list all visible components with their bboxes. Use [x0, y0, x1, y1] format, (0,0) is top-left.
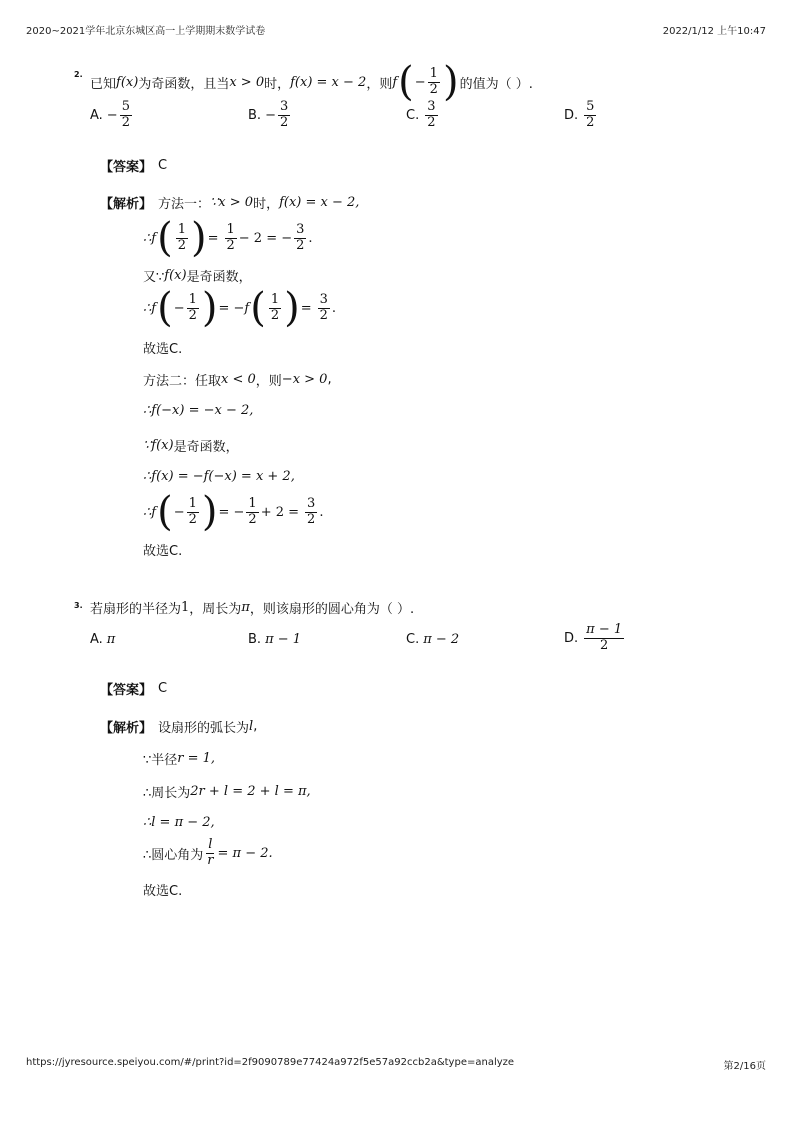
- doc-title: 2020~2021学年北京东城区高一上学期期末数学试卷: [26, 26, 266, 37]
- analysis-line-1: 【解析】 方法一： ∵x > 0 时， f(x) = x − 2,: [100, 195, 360, 212]
- analysis-line-3: 又∵ f(x) 是奇函数，: [143, 268, 252, 285]
- analysis-line-6: 故选C.: [143, 884, 183, 899]
- analysis-line-9: ∴f(x) = −f(−x) = x + 2,: [143, 469, 295, 484]
- option-d[interactable]: D. $\frac{5}{2}$: [564, 99, 595, 130]
- print-datetime: 2022/1/12 上午10:47: [662, 26, 766, 37]
- analysis-line-2: ∵半径 r = 1,: [143, 751, 216, 768]
- analysis-line-5: ∴圆心角为 $\frac{l}{r}$ = π − 2.: [143, 837, 273, 868]
- analysis-line-2: ∴f ( $\frac{1}{2}$ ) = $\frac{1}{2}$ − 2 = − $\frac{3}{2}$ .: [143, 215, 313, 261]
- question-3-stem: 若扇形的半径为 1 ，周长为 π ，则该扇形的圆心角为（ ）.: [90, 600, 415, 617]
- option-a[interactable]: A. − $\frac{5}{2}$: [90, 99, 130, 130]
- question-number: 2.: [74, 70, 83, 79]
- option-c[interactable]: C. $\frac{3}{2}$: [406, 99, 436, 130]
- analysis-line-7: ∴f(−x) = −x − 2,: [143, 403, 254, 418]
- option-a[interactable]: A. π: [90, 632, 116, 647]
- answer-line: 【答案】 C: [100, 158, 168, 175]
- analysis-line-5: 故选C.: [143, 342, 183, 357]
- analysis-line-4: ∴l = π − 2,: [143, 815, 215, 830]
- option-b[interactable]: B. π − 1: [248, 632, 302, 647]
- question-2-stem: 已知 f(x) 为奇函数，且当 x > 0 时， f(x) = x − 2 ，则 f ( − $\frac{1}{2}$ ) 的值为（ ）.: [90, 59, 533, 105]
- option-d[interactable]: D. $\frac{\pi - 1}{2}$: [564, 622, 623, 653]
- analysis-line-6: 方法二：任取 x < 0 ，则 −x > 0 ,: [143, 372, 332, 389]
- page-number: 第2/16页: [723, 1061, 766, 1072]
- analysis-line-11: 故选C.: [143, 544, 183, 559]
- option-b[interactable]: B. − $\frac{3}{2}$: [248, 99, 289, 130]
- option-c[interactable]: C. π − 2: [406, 632, 460, 647]
- analysis-line-3: ∴周长为 2r + l = 2 + l = π,: [143, 784, 311, 801]
- analysis-line-1: 【解析】 设扇形的弧长为 l ,: [100, 719, 258, 736]
- analysis-line-8: ∵f(x) 是奇函数，: [143, 438, 239, 455]
- analysis-line-4: ∴f ( − $\frac{1}{2}$ ) = −f ( $\frac{1}{2}$ ) = $\frac{3}{2}$ .: [143, 285, 337, 331]
- question-number: 3.: [74, 601, 83, 610]
- answer-line: 【答案】 C: [100, 681, 168, 698]
- analysis-line-10: ∴f ( − $\frac{1}{2}$ ) = − $\frac{1}{2}$ + 2 = $\frac{3}{2}$ .: [143, 489, 324, 535]
- page-url: https://jyresource.speiyou.com/#/print?id=2f9090789e77424a972f5e57a92ccb2a&type=analyze: [26, 1057, 515, 1068]
